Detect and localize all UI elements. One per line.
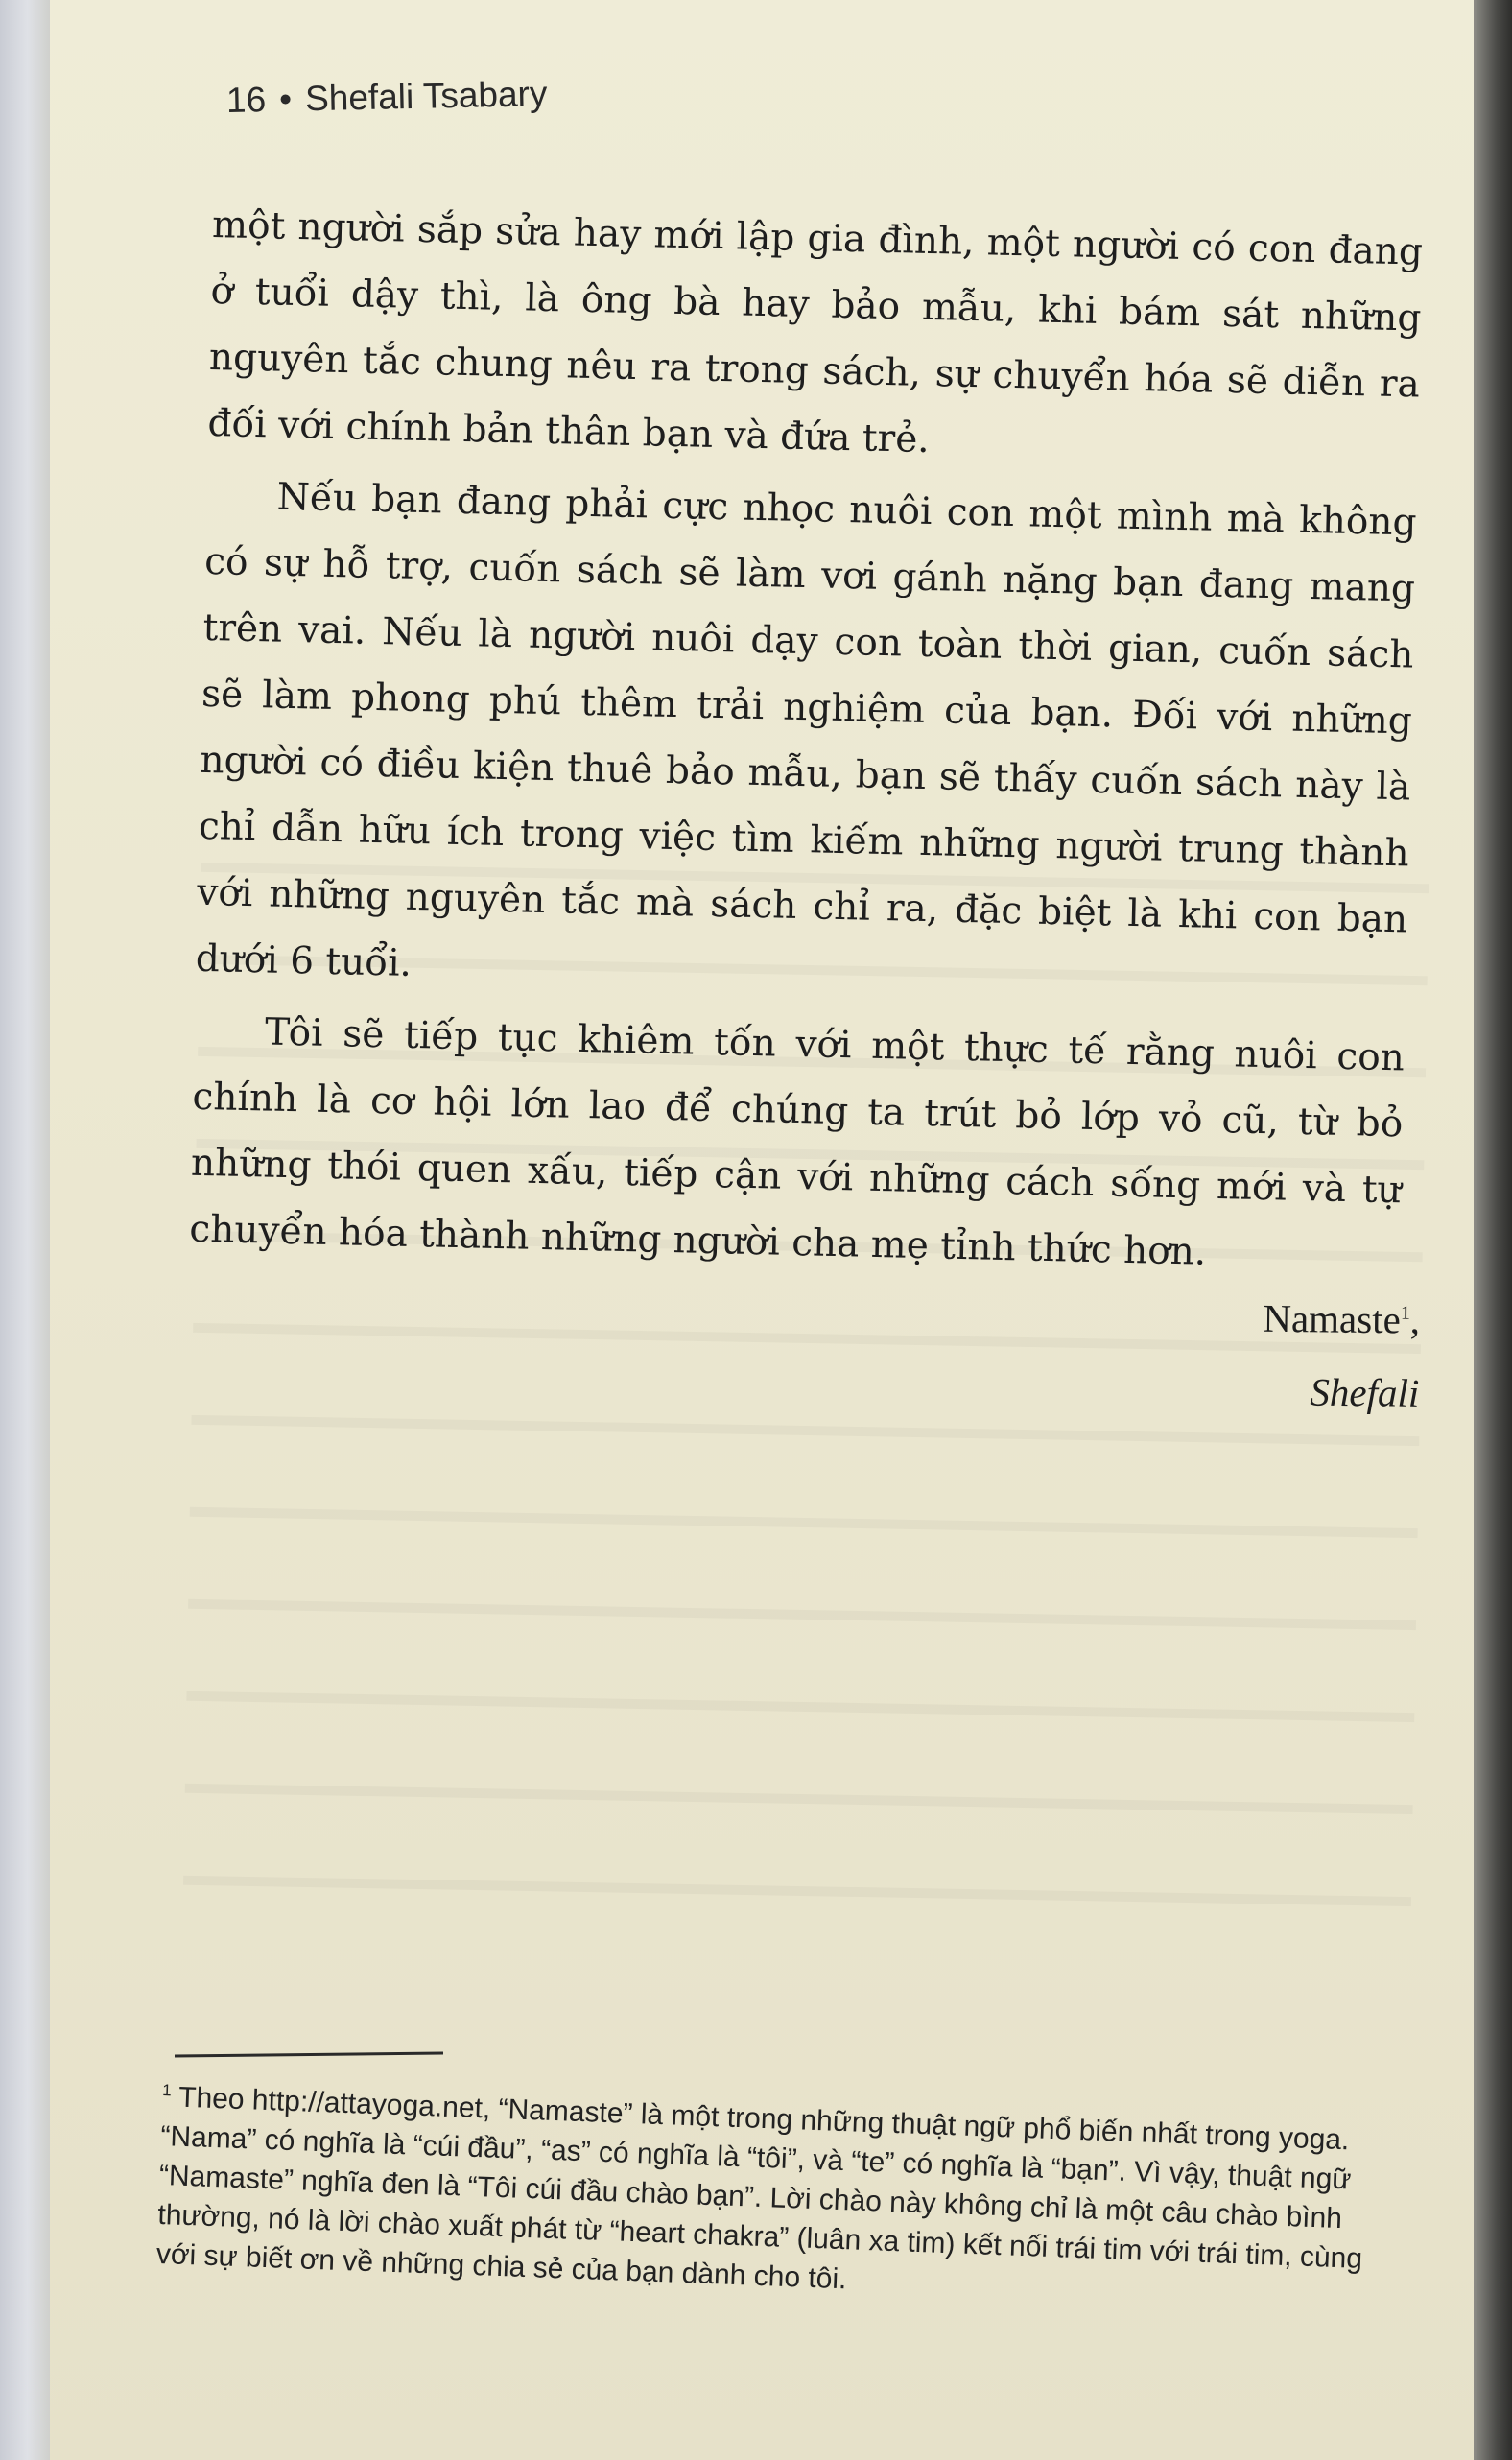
running-header (226, 74, 548, 121)
signoff-greeting-line (1263, 1275, 1421, 1356)
paragraph-3: Tôi sẽ tiếp tục khiêm tốn với một thực tế rằng nuôi con chính là cơ hội lớn lao để chúng ta trút bỏ lớp vỏ cũ, từ bỏ những thói quen xấu, tiếp cận với những cách sống mới và tự chuyển hóa thành những người cha mẹ tỉnh thức hơn. (188, 1010, 1406, 1274)
book-spine-shadow (1474, 0, 1512, 2460)
footnote-reference: 1 (1401, 1302, 1411, 1324)
paragraph-1: một người sắp sửa hay mới lập gia đình, một người có con đang ở tuổi dậy thì, là ông bà hay bảo mẫu, khi bám sát những nguyên tắc chung nêu ra trong sách, sự chuyển hóa sẽ diễn ra đối với chính bản thân bạn và đứa trẻ. (207, 202, 1424, 462)
footnote-text: Theo http://attayoga.net, “Namaste” là một trong những thuật ngữ phổ biến nhất trong yoga. “Nama” có nghĩa là “cúi đầu”, “as” có nghĩa là “tôi”, và “te” có nghĩa là “bạn”. Vì vậy, thuật ngữ “Namaste” nghĩa đen là “Tôi cúi đầu chào bạn”. Lời chào này không chỉ là một câu chào bình thường, nó là lời chào xuất phát từ “heart chakra” (luân xa tim) kết nối trái tim với trái tim, cùng với sự biết ơn về những chia sẻ của bạn dành cho tôi. (155, 2081, 1363, 2296)
body-text (189, 192, 1424, 1295)
header-separator: • (278, 79, 293, 119)
signoff (1262, 1275, 1420, 1429)
signoff-comma: , (1409, 1297, 1421, 1342)
signoff-greeting: Namaste (1263, 1295, 1402, 1342)
adjacent-page-edge (0, 0, 50, 2460)
paragraph-2: Nếu bạn đang phải cực nhọc nuôi con một mình mà không có sự hỗ trợ, cuốn sách sẽ làm vơi gánh nặng bạn đang mang trên vai. Nếu là người nuôi dạy con toàn thời gian, cuốn sách sẽ làm phong phú thêm trải nghiệm của bạn. Đối với những người có điều kiện thuê bảo mẫu, bạn sẽ thấy cuốn sách này là chỉ dẫn hữu ích trong việc tìm kiếm những người trung thành với những nguyên tắc mà sách chỉ ra, đặc biệt là khi con bạn dưới 6 tuổi. (195, 475, 1418, 985)
footnote-marker: 1 (161, 2080, 173, 2100)
page-number: 16 (225, 80, 267, 120)
header-author: Shefali Tsabary (304, 74, 548, 119)
signoff-name: Shefali (1310, 1369, 1420, 1415)
